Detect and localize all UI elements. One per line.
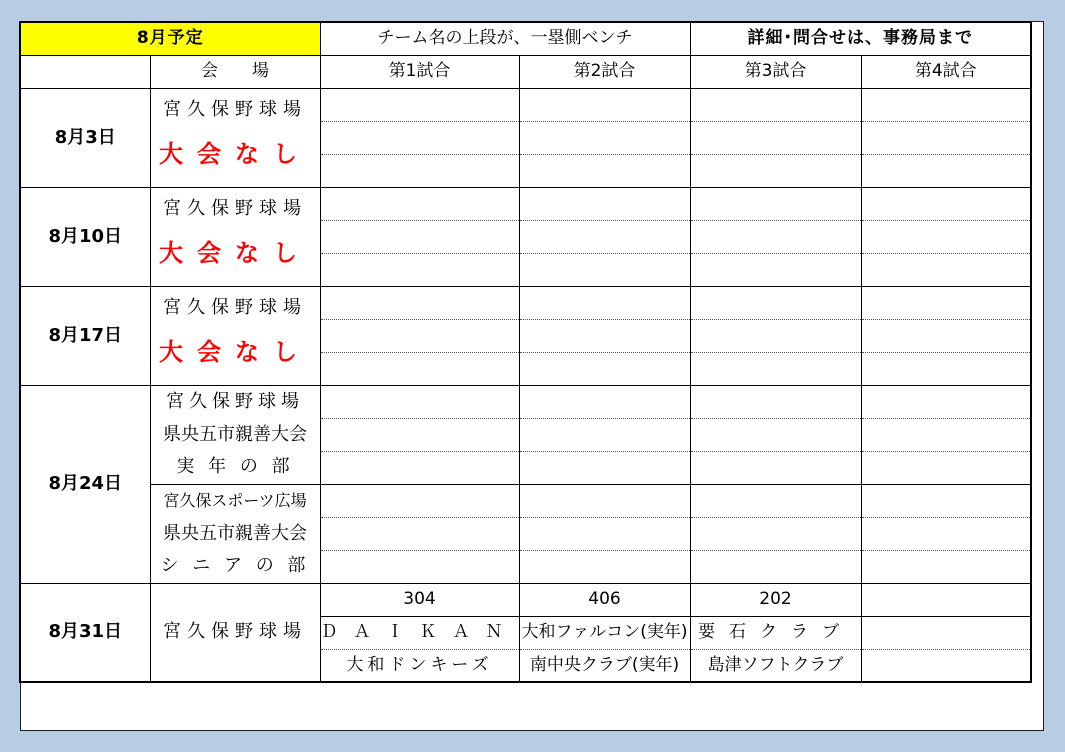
date-cell: 8月24日 (20, 385, 150, 583)
venue-line: 実 年 の 部 (150, 451, 320, 484)
game-slot (690, 88, 861, 121)
venue-line: 県央五市親善大会 (150, 517, 320, 550)
game-slot (320, 385, 519, 418)
venue-name: 宮久保野球場 (163, 197, 307, 219)
venue-cell (150, 187, 320, 286)
no-tournament-notice: 大会なし (159, 139, 311, 168)
game-slot (861, 319, 1031, 352)
game-slot (519, 319, 690, 352)
game2-header: 第2試合 (519, 55, 690, 88)
game-number: 304 (320, 583, 519, 616)
game-slot (861, 385, 1031, 418)
game1-header: 第1試合 (320, 55, 519, 88)
team-third-base: 南中央クラブ(実年) (519, 649, 690, 682)
venue-name: 宮久保野球場 (163, 98, 307, 120)
contact-note: 詳細･問合せは、事務局まで (690, 22, 1031, 55)
game-slot (519, 121, 690, 154)
game-slot (690, 121, 861, 154)
game-slot (519, 352, 690, 385)
game-slot (519, 187, 690, 220)
venue-name: 宮久保野球場 (163, 296, 307, 318)
game-slot (519, 220, 690, 253)
team-third-base: 大和ドンキーズ (320, 649, 519, 682)
schedule-table (19, 21, 1032, 683)
venue-header: 会 場 (150, 55, 320, 88)
game-slot (320, 319, 519, 352)
game-slot (320, 517, 519, 550)
venue-line: 県央五市親善大会 (150, 418, 320, 451)
game-slot (861, 220, 1031, 253)
game-slot (519, 286, 690, 319)
game-slot (320, 286, 519, 319)
date-cell: 8月10日 (20, 187, 150, 286)
game-slot (519, 418, 690, 451)
game-slot (320, 550, 519, 583)
game-slot (690, 484, 861, 517)
date-cell: 8月31日 (20, 583, 150, 682)
game-slot (861, 649, 1031, 682)
game-slot (690, 385, 861, 418)
game-slot (519, 154, 690, 187)
game-slot (320, 88, 519, 121)
team-first-base: ＤＡＩＫＡＮ (320, 616, 519, 649)
team-first-base: 要石クラブ (690, 616, 861, 649)
game-slot (861, 286, 1031, 319)
date-cell: 8月3日 (20, 88, 150, 187)
game-slot (519, 385, 690, 418)
game3-header: 第3試合 (690, 55, 861, 88)
game-slot (861, 550, 1031, 583)
game-number: 202 (690, 583, 861, 616)
game-slot (861, 121, 1031, 154)
game-slot (861, 616, 1031, 649)
game-slot (320, 484, 519, 517)
game-slot (519, 253, 690, 286)
no-tournament-notice: 大会なし (159, 337, 311, 366)
team-first-base: 大和ファルコン(実年) (519, 616, 690, 649)
game-slot (861, 517, 1031, 550)
venue-cell (150, 583, 320, 682)
no-tournament-notice: 大会なし (159, 238, 311, 267)
date-header (20, 55, 150, 88)
game-slot (519, 88, 690, 121)
game-slot (690, 220, 861, 253)
game-slot (320, 220, 519, 253)
venue-cell (150, 286, 320, 385)
venue-cell (150, 88, 320, 187)
game-slot (861, 253, 1031, 286)
game-slot (519, 484, 690, 517)
game-slot (320, 451, 519, 484)
game-slot (320, 253, 519, 286)
month-title: 8月予定 (20, 22, 320, 55)
game-slot (861, 88, 1031, 121)
game-number: 406 (519, 583, 690, 616)
team-third-base: 島津ソフトクラブ (690, 649, 861, 682)
game-slot (320, 121, 519, 154)
game-slot (861, 451, 1031, 484)
venue-line: 宮久保野球場 (150, 385, 320, 418)
game-slot (861, 418, 1031, 451)
game-slot (690, 352, 861, 385)
venue-name: 宮久保野球場 (163, 621, 307, 643)
venue-line: 宮久保スポーツ広場 (150, 484, 320, 517)
game4-header: 第4試合 (861, 55, 1031, 88)
game-slot (690, 550, 861, 583)
game-slot (861, 352, 1031, 385)
bench-note: チーム名の上段が、一塁側ベンチ (320, 22, 690, 55)
game-slot (690, 418, 861, 451)
game-slot (690, 451, 861, 484)
game-slot (690, 253, 861, 286)
game-slot (320, 418, 519, 451)
game-slot (519, 451, 690, 484)
game-slot (690, 187, 861, 220)
venue-line: シ ニ ア の 部 (150, 550, 320, 583)
game-slot (519, 517, 690, 550)
game-slot (690, 319, 861, 352)
date-cell: 8月17日 (20, 286, 150, 385)
game-slot (690, 154, 861, 187)
game-slot (861, 154, 1031, 187)
game-slot (861, 583, 1031, 616)
game-slot (690, 286, 861, 319)
game-slot (519, 550, 690, 583)
game-slot (320, 187, 519, 220)
game-slot (320, 154, 519, 187)
game-slot (320, 352, 519, 385)
game-slot (861, 484, 1031, 517)
game-slot (690, 517, 861, 550)
game-slot (861, 187, 1031, 220)
